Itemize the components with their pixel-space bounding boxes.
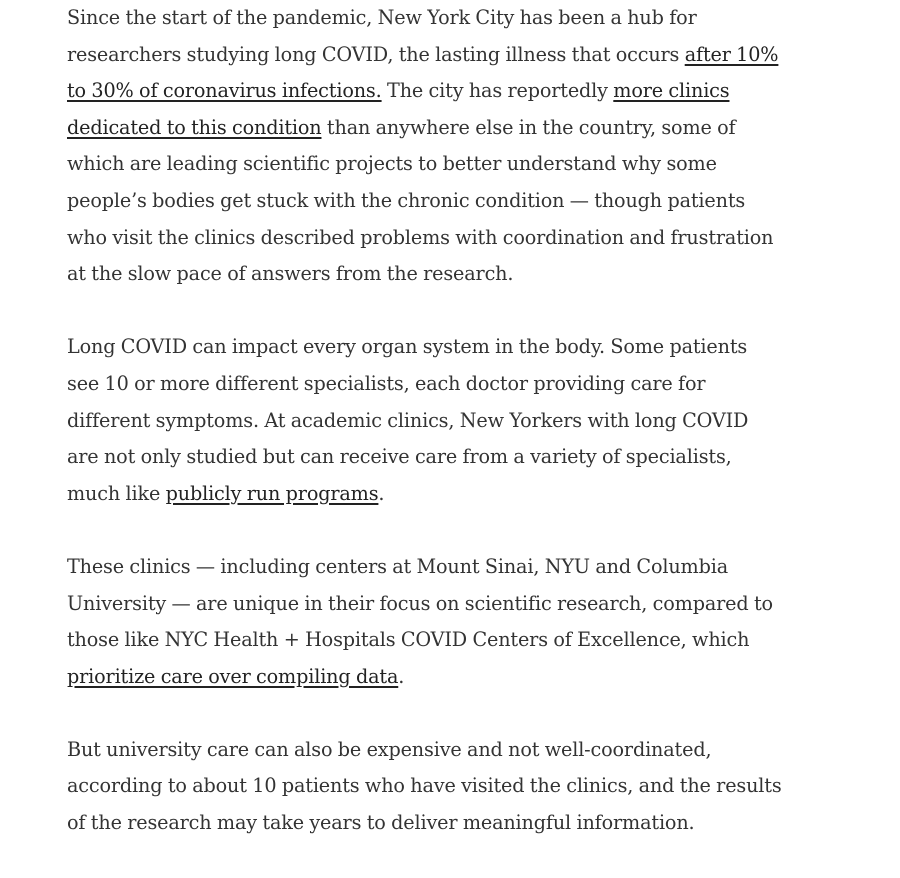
inline-link[interactable]: publicly run programs <box>165 481 379 505</box>
article-paragraph <box>67 549 857 695</box>
text-line <box>67 366 857 403</box>
text-segment: at the slow pace of answers from the research. <box>67 262 514 286</box>
text-line <box>67 37 857 74</box>
text-segment: people’s bodies get stuck with the chronic condition — though patients <box>67 188 746 212</box>
inline-link[interactable]: after 10% <box>684 42 779 66</box>
text-line <box>67 768 857 805</box>
text-segment: University — are unique in their focus on scientific research, compared to <box>67 591 773 615</box>
text-line <box>67 146 857 183</box>
text-segment: which are leading scientific projects to better understand why some <box>67 152 717 176</box>
text-segment: different symptoms. At academic clinics, New Yorkers with long COVID <box>67 408 749 432</box>
text-segment: But university care can also be expensive and not well-coordinated, <box>67 737 712 761</box>
inline-link[interactable]: dedicated to this condition <box>67 115 322 139</box>
article-paragraph <box>67 329 857 512</box>
text-segment: than anywhere else in the country, some of <box>321 115 736 139</box>
text-segment: see 10 or more different specialists, each doctor providing care for <box>67 371 706 395</box>
text-line <box>67 220 857 257</box>
text-segment: much like <box>67 481 166 505</box>
inline-link[interactable]: to 30% of coronavirus infections. <box>67 79 382 103</box>
text-segment: researchers studying long COVID, the lasting illness that occurs <box>67 42 685 66</box>
text-line <box>67 586 857 623</box>
text-line <box>67 403 857 440</box>
article-paragraph <box>67 0 857 293</box>
text-segment: . <box>378 481 385 505</box>
text-line <box>67 183 857 220</box>
text-line <box>67 805 857 842</box>
inline-link[interactable]: prioritize care over compiling data <box>67 664 399 688</box>
inline-link[interactable]: more clinics <box>613 79 730 103</box>
text-line <box>67 329 857 366</box>
text-segment: . <box>398 664 405 688</box>
text-line <box>67 476 857 513</box>
text-segment: Long COVID can impact every organ system in the body. Some patients <box>67 335 748 359</box>
text-line <box>67 110 857 147</box>
text-segment: of the research may take years to deliver meaningful information. <box>67 811 695 835</box>
text-line <box>67 0 857 37</box>
text-segment: according to about 10 patients who have visited the clinics, and the results <box>67 774 782 798</box>
text-line <box>67 732 857 769</box>
text-line <box>67 256 857 293</box>
text-line <box>67 622 857 659</box>
text-segment: are not only studied but can receive care from a variety of specialists, <box>67 445 732 469</box>
text-line <box>67 549 857 586</box>
text-line <box>67 73 857 110</box>
article-body <box>67 0 857 878</box>
text-segment: who visit the clinics described problems with coordination and frustration <box>67 225 774 249</box>
text-line <box>67 439 857 476</box>
text-segment: These clinics — including centers at Mount Sinai, NYU and Columbia <box>67 554 729 578</box>
text-segment: The city has reportedly <box>381 79 614 103</box>
text-segment: Since the start of the pandemic, New York City has been a hub for <box>67 6 697 29</box>
text-segment: those like NYC Health + Hospitals COVID Centers of Excellence, which <box>67 628 750 652</box>
article-paragraph <box>67 732 857 842</box>
text-line <box>67 659 857 696</box>
